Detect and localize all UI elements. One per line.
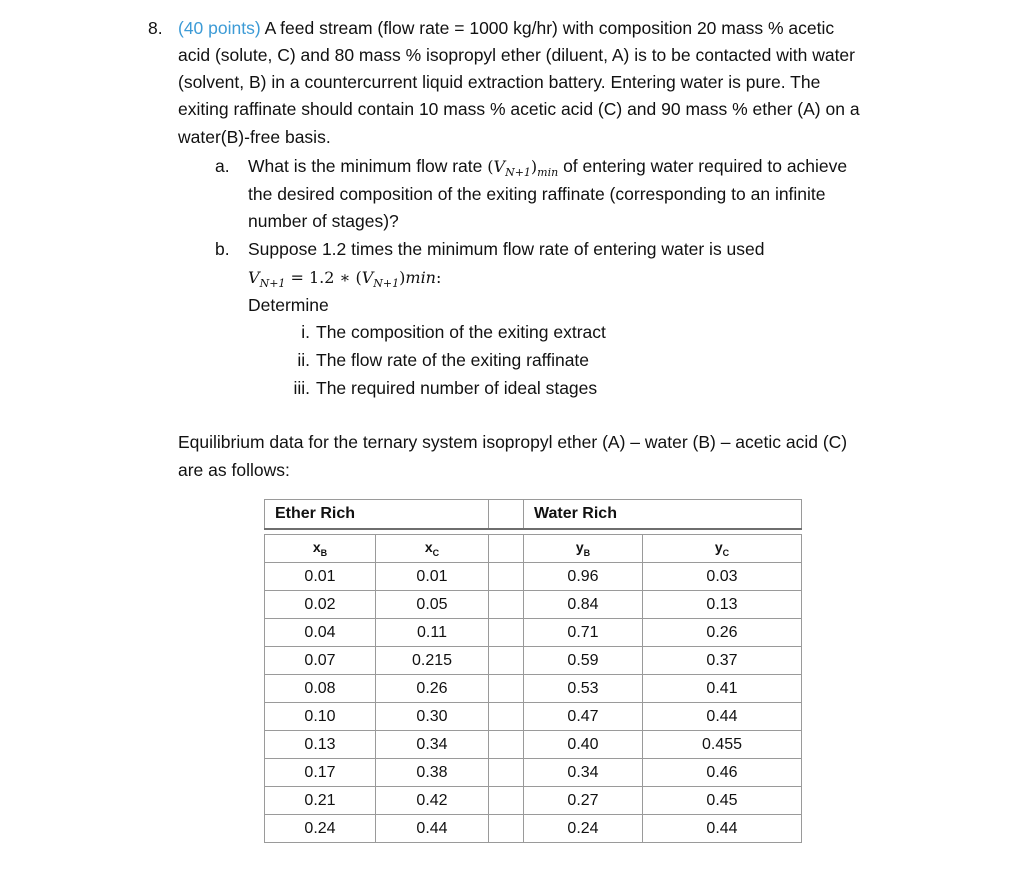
part-a-line-2: the desired composition of the exiting raffinate (corresponding to an infinite (248, 184, 826, 204)
equilibrium-table (264, 499, 802, 843)
points-label: (40 points) (178, 18, 261, 38)
problem-line-1 (178, 15, 834, 42)
xb-cell: 0.04 (265, 619, 376, 647)
col-xb: $x_B$ (265, 535, 376, 563)
part-a-text-post: of entering water required to achieve (563, 156, 848, 176)
water-rich-header: Water Rich (524, 500, 802, 530)
table-row (265, 563, 802, 591)
item-i-text: The composition of the exiting extract (316, 322, 606, 342)
yc-cell: 0.44 (643, 703, 802, 731)
item-ii-label: ii. (297, 350, 310, 370)
xb-cell: 0.10 (265, 703, 376, 731)
xc-cell: 0.01 (376, 563, 489, 591)
yc-cell: 0.03 (643, 563, 802, 591)
xc-cell: 0.26 (376, 675, 489, 703)
yb-cell: 0.84 (524, 591, 643, 619)
table-row (265, 759, 802, 787)
table-body (265, 563, 802, 843)
xb-cell: 0.08 (265, 675, 376, 703)
problem-text-1: A feed stream (flow rate = 1000 kg/hr) with composition 20 mass % acetic (264, 18, 835, 38)
table-row (265, 591, 802, 619)
equilibrium-line-1: Equilibrium data for the ternary system isopropyl ether (A) – water (B) – acetic acid (C) (178, 432, 848, 452)
xc-cell: 0.11 (376, 619, 489, 647)
xb-cell: 0.07 (265, 647, 376, 675)
part-b-label: b. (215, 239, 230, 259)
xb-cell: 0.01 (265, 563, 376, 591)
yc-cell: 0.26 (643, 619, 802, 647)
part-a-label: a. (215, 156, 230, 176)
yc-cell: 0.455 (643, 731, 802, 759)
table-group-header (265, 500, 802, 530)
problem-line-2: acid (solute, C) and 80 mass % isopropyl ether (diluent, A) is to be contacted with water (178, 45, 855, 65)
problem-line-4: exiting raffinate should contain 10 mass % acetic acid (C) and 90 mass % ether (A) on a (178, 99, 860, 119)
xc-cell: 0.34 (376, 731, 489, 759)
xb-cell: 0.21 (265, 787, 376, 815)
yb-cell: 0.34 (524, 759, 643, 787)
equilibrium-line-2: are as follows: (178, 460, 290, 480)
table-row (265, 647, 802, 675)
yb-cell: 0.24 (524, 815, 643, 843)
problem-line-3: (solvent, B) in a countercurrent liquid extraction battery. Entering water is pure. The (178, 72, 821, 92)
part-b-line-1: Suppose 1.2 times the minimum flow rate of entering water is used (248, 239, 765, 259)
yb-cell: 0.59 (524, 647, 643, 675)
xc-cell: 0.215 (376, 647, 489, 675)
yc-cell: 0.41 (643, 675, 802, 703)
problem-line-5: water(B)-free basis. (178, 127, 331, 147)
yb-cell: 0.47 (524, 703, 643, 731)
table-row (265, 675, 802, 703)
xc-cell: 0.38 (376, 759, 489, 787)
col-xc: $x_C$ (376, 535, 489, 563)
xb-cell: 0.02 (265, 591, 376, 619)
yb-cell: 0.96 (524, 563, 643, 591)
yc-cell: 0.13 (643, 591, 802, 619)
item-i-label: i. (301, 322, 310, 342)
yc-cell: 0.44 (643, 815, 802, 843)
part-a-text-pre: What is the minimum flow rate (248, 156, 483, 176)
table-column-header (265, 535, 802, 563)
xc-cell: 0.42 (376, 787, 489, 815)
table-row (265, 731, 802, 759)
xb-cell: 0.13 (265, 731, 376, 759)
yc-cell: 0.45 (643, 787, 802, 815)
table-row (265, 619, 802, 647)
yb-cell: 0.71 (524, 619, 643, 647)
table-row (265, 703, 802, 731)
col-yb: $y_B$ (524, 535, 643, 563)
xb-cell: 0.17 (265, 759, 376, 787)
yc-cell: 0.37 (643, 647, 802, 675)
item-ii-text: The flow rate of the exiting raffinate (316, 350, 590, 370)
item-iii-label: iii. (293, 378, 310, 398)
xc-cell: 0.44 (376, 815, 489, 843)
vmin-formula: $(V_{N+1})_{min}$ (487, 157, 559, 180)
yb-cell: 0.40 (524, 731, 643, 759)
table-row (265, 787, 802, 815)
col-yc: $y_C$ (643, 535, 802, 563)
table-row (265, 815, 802, 843)
part-a-line-3: number of stages)? (248, 211, 399, 231)
item-iii-text: The required number of ideal stages (316, 378, 598, 398)
ether-rich-header: Ether Rich (265, 500, 489, 530)
yb-cell: 0.27 (524, 787, 643, 815)
xc-cell: 0.30 (376, 703, 489, 731)
yc-cell: 0.46 (643, 759, 802, 787)
vn1-formula: $V_{N+1} = 1.2$ ∗ $(V_{N+1})\min$: (248, 268, 442, 291)
yb-cell: 0.53 (524, 675, 643, 703)
xc-cell: 0.05 (376, 591, 489, 619)
problem-number: 8. (148, 18, 163, 38)
determine-label: Determine (248, 295, 329, 315)
xb-cell: 0.24 (265, 815, 376, 843)
